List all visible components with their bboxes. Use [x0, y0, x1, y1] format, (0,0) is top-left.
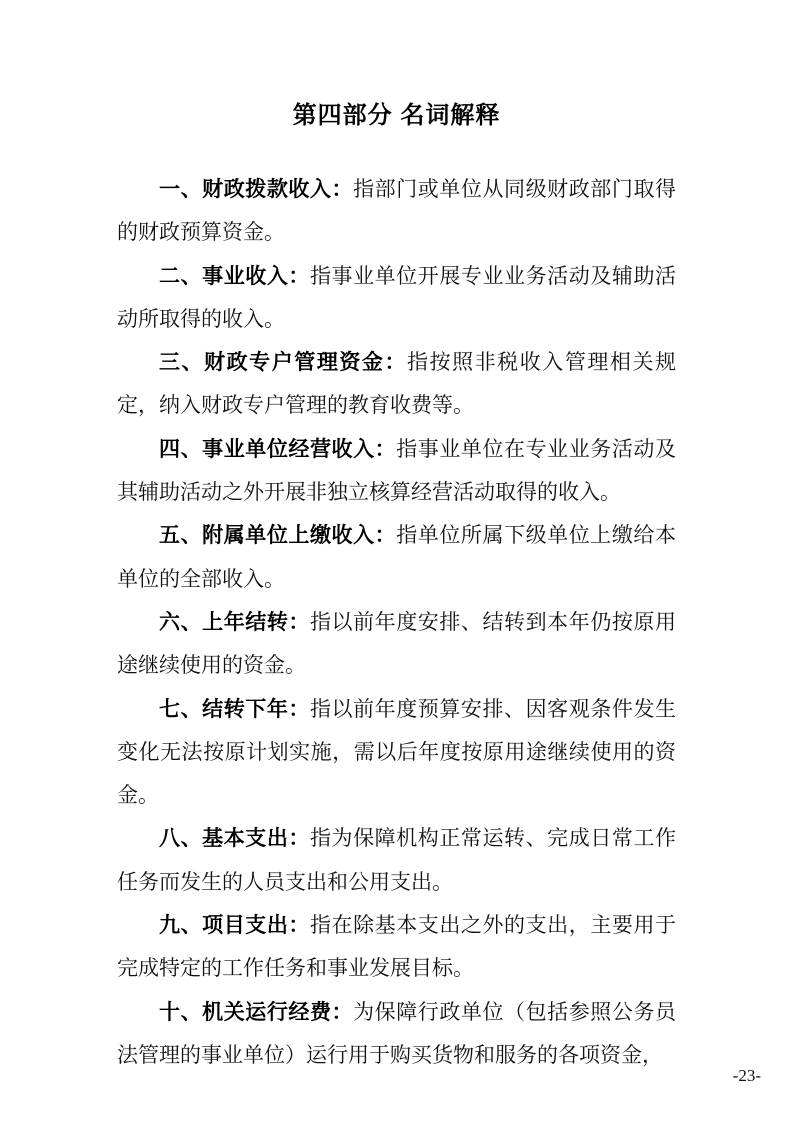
term-definition: 为保障行政单位（包括参照公务员法管理的事业单位）运行用于购买货物和服务的各项资金， — [117, 999, 677, 1067]
term-name: 二、事业收入： — [159, 263, 310, 288]
term-name: 八、基本支出： — [159, 826, 310, 851]
term-paragraph — [117, 514, 676, 601]
term-definition: 指事业单位开展专业业务活动及辅助活动所取得的收入。 — [117, 263, 677, 331]
term-definition: 指以前年度安排、结转到本年仍按原用途继续使用的资金。 — [117, 609, 677, 678]
term-paragraph — [117, 601, 676, 688]
term-name: 四、事业单位经营收入： — [159, 436, 397, 461]
term-paragraph — [117, 168, 676, 255]
page-number: -23- — [732, 1066, 761, 1085]
term-name: 六、上年结转： — [159, 609, 310, 634]
term-paragraph — [117, 341, 676, 428]
page-title: 第四部分 名词解释 — [292, 102, 501, 129]
term-definition: 指按照非税收入管理相关规定，纳入财政专户管理的教育收费等。 — [117, 350, 676, 418]
term-definition: 指单位所属下级单位上缴给本单位的全部收入。 — [117, 523, 677, 591]
term-name: 九、项目支出： — [159, 913, 310, 938]
term-name: 十、机关运行经费： — [159, 999, 354, 1024]
term-paragraph — [117, 904, 676, 991]
document-content — [117, 100, 676, 1077]
term-definition: 指以前年度预算安排、因客观条件发生变化无法按原计划实施，需以后年度按原用途继续使用的资金。 — [117, 696, 677, 808]
term-name: 一、财政拨款收入： — [159, 177, 354, 201]
term-paragraph — [117, 817, 676, 904]
term-name: 三、财政专户管理资金： — [159, 350, 407, 375]
term-paragraph — [117, 428, 676, 515]
term-definition: 指部门或单位从同级财政部门取得的财政预算资金。 — [117, 177, 677, 245]
term-definition: 指在除基本支出之外的支出，主要用于完成特定的工作任务和事业发展目标。 — [117, 913, 677, 981]
term-paragraph — [117, 255, 676, 342]
term-definition: 指为保障机构正常运转、完成日常工作任务而发生的人员支出和公用支出。 — [117, 826, 677, 894]
term-definition: 指事业单位在专业业务活动及其辅助活动之外开展非独立核算经营活动取得的收入。 — [117, 436, 677, 505]
term-paragraph — [117, 688, 676, 818]
term-name: 七、结转下年： — [159, 696, 310, 721]
term-name: 五、附属单位上缴收入： — [159, 523, 397, 548]
term-paragraph — [117, 991, 676, 1078]
